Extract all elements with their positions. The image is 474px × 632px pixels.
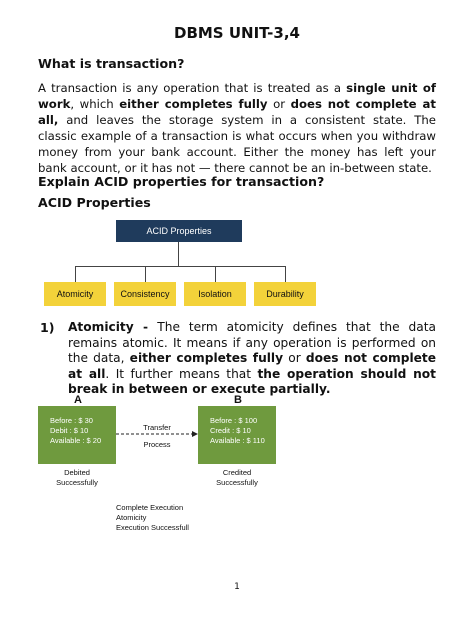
account-a-line: Debit : $ 10: [50, 426, 89, 435]
para-bold: either completes fully: [119, 97, 268, 111]
account-a-box: [38, 406, 116, 464]
account-b-line: Before : $ 100: [210, 416, 258, 425]
atomicity-text: or: [283, 351, 306, 365]
execution-footer: [116, 503, 189, 533]
atomicity-bold: either completes fully: [129, 351, 284, 365]
para-bold: single unit of work: [38, 81, 437, 111]
leaf-isolation: Isolation: [184, 282, 246, 306]
page-title: DBMS UNIT-3,4: [174, 24, 300, 42]
acid-root-box: ACID Properties: [116, 220, 242, 242]
account-b-line: Available : $ 110: [210, 436, 265, 445]
arrow-head: [192, 431, 198, 437]
account-b-box: [198, 406, 276, 464]
leaf-durability: Durability: [254, 282, 316, 306]
transfer-arrow: [116, 430, 198, 438]
para-text: , which: [70, 97, 120, 111]
account-a-label: A: [74, 394, 82, 406]
connector-line: [178, 242, 179, 266]
account-b-line: Credit : $ 10: [210, 426, 251, 435]
para-text: or: [267, 97, 291, 111]
atomicity-dash: -: [133, 320, 158, 334]
atomicity-bold: does not complete at all: [68, 351, 436, 381]
caption-line: Successfully: [216, 478, 258, 487]
leaf-atomicity: Atomicity: [44, 282, 106, 306]
acid-heading: ACID Properties: [38, 195, 151, 210]
footer-line: Complete Execution: [116, 503, 184, 512]
transaction-paragraph: [38, 80, 436, 176]
connector-line: [75, 266, 286, 267]
question-transaction: What is transaction?: [38, 56, 185, 71]
atomicity-term: Atomicity: [68, 320, 134, 334]
para-text: and leaves the storage system in a consistent state. The classic example of a transaction is what occurs when you withdraw money from your bank account. Either the money has left your bank account, or it has not — there cannot be an in-between state.: [38, 113, 436, 175]
caption-line: Successfully: [56, 478, 98, 487]
connector-line: [145, 266, 146, 282]
connector-line: [215, 266, 216, 282]
leaf-consistency: Consistency: [114, 282, 176, 306]
atomicity-text: . It further means that: [105, 366, 258, 381]
question-acid: Explain ACID properties for transaction?: [38, 174, 325, 189]
footer-line: Atomicity: [116, 513, 147, 522]
account-b-caption: [198, 468, 276, 488]
footer-line: Execution Successfull: [116, 523, 189, 532]
account-a-line: Before : $ 30: [50, 416, 93, 425]
para-text: A transaction is any operation that is treated as a: [38, 81, 347, 95]
atomicity-paragraph: [68, 320, 436, 398]
process-text: Process: [143, 440, 171, 449]
connector-line: [285, 266, 286, 282]
caption-line: Credited: [222, 468, 252, 477]
transfer-text: Transfer: [143, 423, 171, 432]
atomicity-text: The term atomicity defines that the data remains atomic. It means if any operation is performed on the data,: [68, 320, 436, 365]
page-number: 1: [234, 582, 240, 592]
process-label: [126, 440, 188, 450]
account-a-caption: [38, 468, 116, 488]
caption-line: Debited: [64, 468, 90, 477]
connector-line: [75, 266, 76, 282]
account-b-label: B: [234, 394, 242, 406]
list-number: 1): [40, 320, 55, 335]
account-a-line: Available : $ 20: [50, 436, 102, 445]
atomicity-bold: the operation should not break in between or execute partially.: [68, 366, 437, 396]
para-bold: does not complete at all,: [38, 97, 436, 127]
